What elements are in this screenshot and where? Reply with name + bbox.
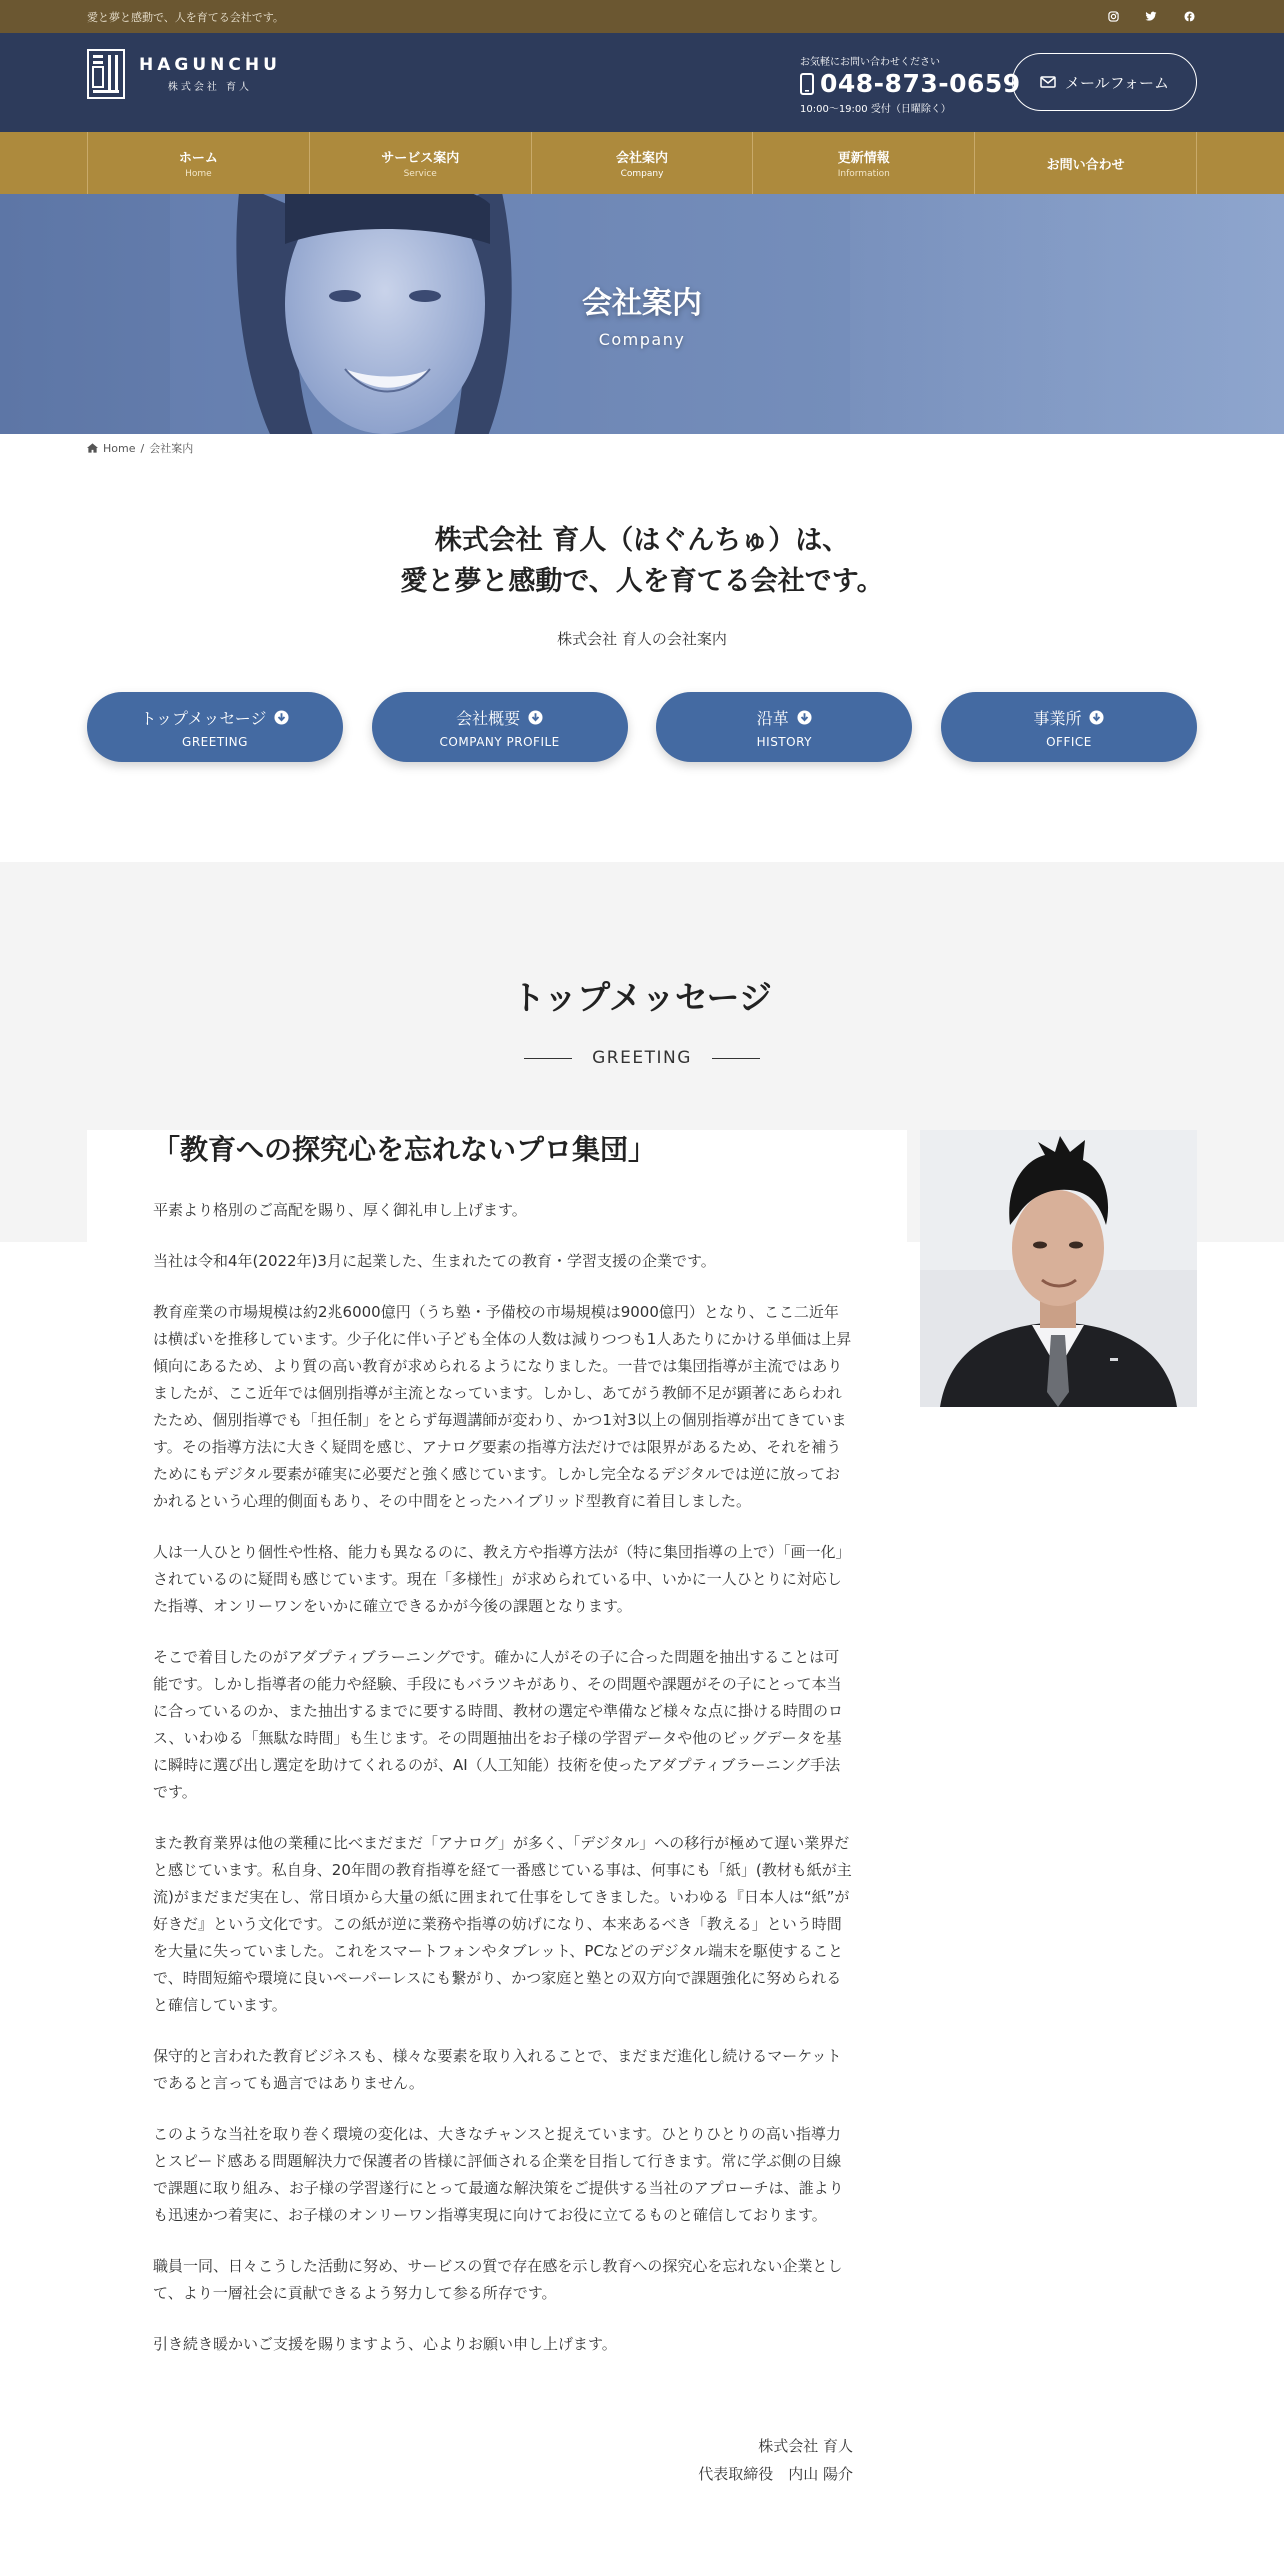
ceo-portrait (920, 1130, 1197, 1407)
breadcrumb-separator: / (140, 441, 145, 455)
nav-item-home[interactable] (88, 132, 310, 194)
nav-item-label: お問い合わせ (1046, 157, 1125, 173)
nav-item-company[interactable] (532, 132, 754, 194)
global-nav (0, 132, 1284, 194)
nav-item-label: 更新情報 (837, 151, 890, 166)
site-header (0, 33, 1284, 132)
breadcrumb (87, 440, 193, 456)
jump-office-button[interactable] (941, 692, 1197, 762)
mail-form-button[interactable] (1012, 53, 1197, 111)
greeting-paragraph: 引き続き暖かいご支援を賜りますよう、心よりお願い申し上げます。 (153, 2335, 617, 2353)
header-contact (800, 53, 1021, 115)
logo-wordmark: HAGUNCHU (139, 55, 281, 75)
greeting-quote: 「教育への探究心を忘れないプロ集団」 (152, 1133, 657, 1166)
breadcrumb-current: 会社案内 (149, 442, 194, 455)
greeting-section-subtitle (0, 1048, 1284, 1068)
greeting-paragraph: 人は一人ひとり個性や性格、能力も異なるのに、教え方や指導方法が（特に集団指導の上で）「画一化」されているのに疑問も感じています。現在「多様性」が求められている中、いかに一人ひとりに対応した指導、オンリーワンをいかに確立できるかが今後の課題となります。 (153, 1543, 851, 1615)
greeting-section-title: トップメッセージ (512, 978, 772, 1017)
arrow-down-circle-icon (797, 710, 812, 725)
divider-line (712, 1058, 760, 1059)
jump-sublabel: HISTORY (756, 734, 812, 749)
jump-label: 事業所 (1033, 708, 1082, 728)
greeting-paragraph: そこで着目したのがアダプティブラーニングです。確かに人がその子に合った問題を抽出することは可能です。しかし指導者の能力や経験、手段にもバラツキがあり、その問題や課題がその子にとって本当に合っているのか、また抽出するまでに要する時間、教材の選定や準備など様々な点に掛ける時間のロス、いわゆる「無駄な時間」も生じます。その問題抽出をお子様の学習データや他のビッグデータを基に瞬時に選び出し選定を助けてくれるのが、AI（人工知能）技術を使ったアダプティブラーニング手法です。 (153, 1648, 844, 1801)
arrow-down-circle-icon (528, 710, 543, 725)
nav-item-label: ホーム (178, 151, 218, 166)
breadcrumb-home-label: Home (103, 441, 136, 455)
greeting-paragraph: 教育産業の市場規模は約2兆6000億円（うち塾・予備校の市場規模は9000億円）となり、ここ二近年は横ばいを推移しています。少子化に伴い子ども全体の人数は減りつつも1人あたりにかける単価は上昇傾向にあるため、より質の高い教育が求められるようになりました。一昔では集団指導が主流ではありましたが、ここ近年では個別指導が主流となっています。しかし、あてがう教師不足が顕著にあらわれたため、個別指導でも「担任制」をとらず毎週講師が変わり、かつ1対3以上の個別指導が出てきています。その指導方法に大きく疑問を感じ、アナログ要素の指導方法だけでは限界があるため、それを補うためにもデジタル要素が確実に必要だと強く感じています。しかし完全なるデジタルでは逆に放っておかれるという心理的側面もあり、その中間をとったハイブリッド型教育に着目しました。 (153, 1303, 852, 1510)
greeting-paragraph: このような当社を取り巻く環境の変化は、大きなチャンスと捉えています。ひとりひとりの高い指導力とスピード感ある問題解決力で保護者の皆様に評価される企業を目指して行きます。常に学ぶ側の目線で課題に取り組み、お子様の学習遂行にとって最適な解決策をご提供する当社のアプローチは、誰よりも迅速かつ着実に、お子様のオンリーワン指導実現に向けてお役に立てるものと確信しております。 (153, 2125, 844, 2224)
breadcrumb-home[interactable] (87, 442, 135, 455)
greeting-paragraph: 職員一同、日々こうした活動に努め、サービスの質で存在感を示し教育への探究心を忘れない企業として、より一層社会に貢献できるよう努力して参る所存です。 (153, 2257, 843, 2302)
section-jump-links (87, 692, 1197, 762)
site-logo[interactable] (87, 49, 281, 99)
arrow-down-circle-icon (274, 710, 289, 725)
home-icon (87, 443, 98, 453)
instagram-icon[interactable] (1104, 7, 1122, 25)
greeting-body (153, 1197, 853, 2382)
jump-label: 会社概要 (456, 708, 521, 728)
nav-item-label: サービス案内 (381, 151, 460, 166)
nav-item-sublabel: Service (403, 169, 437, 179)
greeting-paragraph: また教育業界は他の業種に比べまだまだ「アナログ」が多く、「デジタル」への移行が極めて遅い業界だと感じています。私自身、20年間の教育指導を経て一番感じている事は、何事にも「紙」(教材も紙が主流)がまだまだ実在し、常日頃から大量の紙に囲まれて仕事をしてきました。いわゆる『日本人は“紙”が好きだ』という文化です。この紙が逆に業務や指導の妨げになり、本来あるべき「教える」という時間を大量に失っていました。これをスマートフォンやタブレット、PCなどのデジタル端末を駆使することで、時間短縮や環境に良いペーパーレスにも繋がり、かつ家庭と塾との双方向で課題強化に努められると確信しています。 (153, 1834, 852, 2014)
jump-company-profile-button[interactable] (372, 692, 628, 762)
sns-links (1104, 7, 1198, 25)
mail-form-label: メールフォーム (1065, 73, 1169, 92)
nav-item-service[interactable] (310, 132, 532, 194)
greeting-paragraph: 保守的と言われた教育ビジネスも、様々な要素を取り入れることで、まだまだ進化し続けるマーケットであると言っても過言ではありません。 (153, 2047, 842, 2092)
topbar (0, 0, 1284, 33)
intro-heading (0, 520, 1284, 602)
signature-company: 株式会社 育人 (758, 2437, 853, 2455)
jump-history-button[interactable] (656, 692, 912, 762)
jump-greeting-button[interactable] (87, 692, 343, 762)
nav-item-sublabel: Home (185, 169, 212, 179)
signature-name: 代表取締役 内山 陽介 (698, 2465, 853, 2483)
nav-item-contact[interactable] (975, 132, 1197, 194)
jump-sublabel: GREETING (182, 734, 248, 749)
jump-sublabel: OFFICE (1046, 734, 1092, 749)
nav-item-sublabel: Information (837, 169, 890, 179)
page-subtitle: Company (598, 330, 686, 349)
envelope-icon (1040, 76, 1056, 88)
page-hero (0, 194, 1284, 434)
divider-line (524, 1058, 572, 1059)
twitter-icon[interactable] (1142, 7, 1160, 25)
contact-lead: お気軽にお問い合わせください (800, 57, 940, 68)
phone-icon (800, 73, 814, 95)
greeting-paragraph: 平素より格別のご高配を賜り、厚く御礼申し上げます。 (153, 1201, 527, 1219)
intro-heading-line1: 株式会社 育人（はぐんちゅ）は、 (434, 525, 850, 556)
jump-label: 沿革 (756, 708, 789, 728)
greeting-paragraph: 当社は令和4年(2022年)3月に起業した、生まれたての教育・学習支援の企業です。 (153, 1252, 716, 1270)
arrow-down-circle-icon (1089, 710, 1104, 725)
intro-subtitle: 株式会社 育人の会社案内 (557, 630, 727, 648)
greeting-signature (600, 2432, 853, 2488)
page-title: 会社案内 (582, 286, 702, 321)
site-tagline: 愛と夢と感動で、人を育てる会社です。 (87, 11, 284, 24)
business-hours: 10:00～19:00 受付（日曜除く） (800, 104, 951, 115)
logo-mark-icon (87, 49, 125, 99)
phone-number[interactable]: 048-873-0659 (820, 69, 1021, 98)
facebook-icon[interactable] (1180, 7, 1198, 25)
nav-item-information[interactable] (753, 132, 975, 194)
jump-label: トップメッセージ (140, 708, 267, 728)
jump-sublabel: COMPANY PROFILE (439, 734, 560, 749)
intro-heading-line2: 愛と夢と感動で、人を育てる会社です。 (400, 566, 884, 597)
logo-company-name: 株式会社 育人 (167, 82, 253, 93)
nav-item-label: 会社案内 (615, 151, 668, 166)
greeting-section-en: GREETING (592, 1048, 692, 1068)
nav-item-sublabel: Company (620, 169, 664, 179)
